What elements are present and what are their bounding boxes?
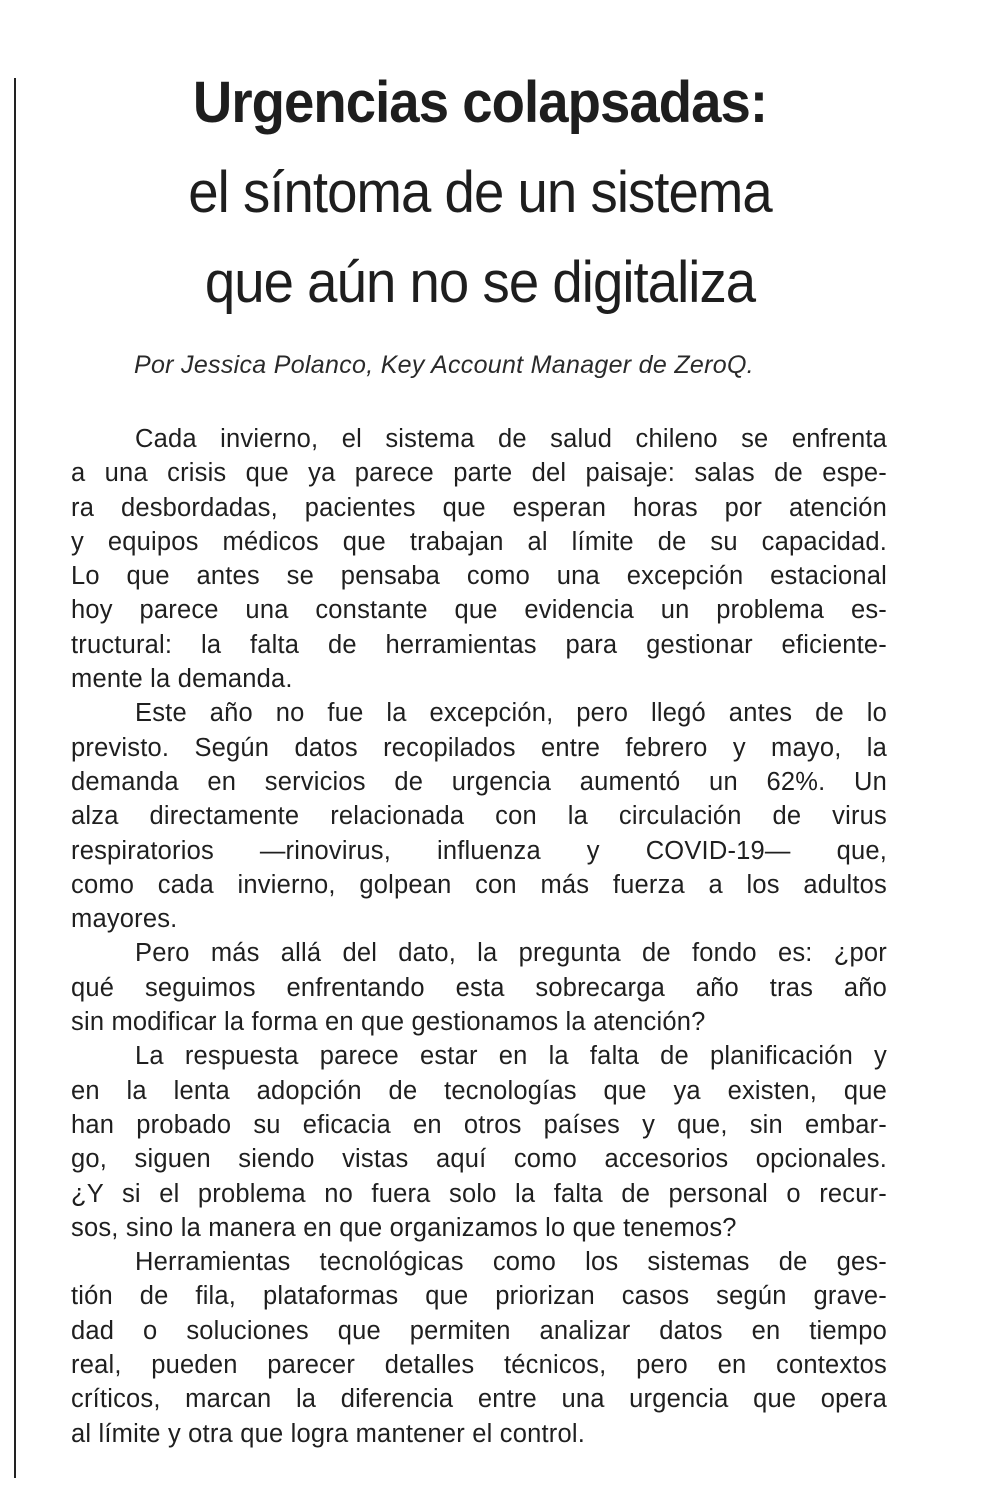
- body-line: mente la demanda.: [71, 665, 293, 694]
- body-line: Este año no fue la excepción, pero llegó antes de lo: [135, 699, 887, 728]
- body-line: críticos, marcan la diferencia entre una urgencia que opera: [71, 1385, 887, 1414]
- body-line: hoy parece una constante que evidencia un problema es-: [71, 596, 887, 625]
- body-line: Pero más allá del dato, la pregunta de fondo es: ¿por: [135, 939, 887, 968]
- headline-line-1: Urgencias colapsadas:: [192, 70, 768, 135]
- body-line: alza directamente relacionada con la circulación de virus: [71, 802, 887, 831]
- body-line: dad o soluciones que permiten analizar datos en tiempo: [71, 1316, 887, 1345]
- body-line: tructural: la falta de herramientas para gestionar eficiente-: [71, 630, 887, 659]
- headline-line-2: el síntoma de un sistema: [188, 160, 772, 225]
- body-line: real, pueden parecer detalles técnicos, pero en contextos: [71, 1351, 887, 1380]
- body-line: ra desbordadas, pacientes que esperan horas por atención: [71, 493, 887, 522]
- headline: [80, 58, 880, 328]
- paragraph-3: [71, 936, 887, 1039]
- paragraph-1: [71, 422, 887, 696]
- body-line: Cada invierno, el sistema de salud chileno se enfrenta: [135, 425, 887, 453]
- body-line: y equipos médicos que trabajan al límite de su capacidad.: [71, 527, 887, 556]
- body-line: ¿Y si el problema no fuera solo la falta de personal o recur-: [71, 1179, 887, 1208]
- body-line: como cada invierno, golpean con más fuerza a los adultos: [71, 870, 887, 899]
- body-line: La respuesta parece estar en la falta de planificación y: [135, 1042, 887, 1071]
- headline-line-3: que aún no se digitaliza: [204, 250, 756, 315]
- paragraph-2: [71, 696, 887, 936]
- paragraph-5: [71, 1245, 887, 1451]
- body-line: previsto. Según datos recopilados entre febrero y mayo, la: [71, 733, 887, 762]
- body-line: qué seguimos enfrentando esta sobrecarga año tras año: [71, 973, 887, 1002]
- paragraph-4: [71, 1039, 887, 1245]
- article-body: [71, 422, 887, 1451]
- body-line: demanda en servicios de urgencia aumentó un 62%. Un: [71, 767, 887, 796]
- body-line: sin modificar la forma en que gestionamos la atención?: [71, 1008, 706, 1037]
- body-line: respiratorios —rinovirus, influenza y COVID-19— que,: [71, 836, 887, 865]
- body-line: mayores.: [71, 905, 178, 934]
- body-line: go, siguen siendo vistas aquí como accesorios opcionales.: [71, 1145, 887, 1174]
- body-line: al límite y otra que logra mantener el control.: [71, 1419, 585, 1448]
- body-line: han probado su eficacia en otros países y que, sin embar-: [71, 1110, 887, 1139]
- body-line: tión de fila, plataformas que priorizan casos según grave-: [71, 1282, 887, 1311]
- body-line: en la lenta adopción de tecnologías que ya existen, que: [71, 1076, 887, 1105]
- body-line: sos, sino la manera en que organizamos lo que tenemos?: [71, 1213, 737, 1242]
- byline: Por Jessica Polanco, Key Account Manager de ZeroQ.: [134, 351, 754, 379]
- body-line: a una crisis que ya parece parte del paisaje: salas de espe-: [71, 459, 887, 488]
- body-line: Lo que antes se pensaba como una excepción estacional: [71, 562, 887, 591]
- column-rule: [14, 78, 16, 1478]
- body-line: Herramientas tecnológicas como los sistemas de ges-: [135, 1248, 887, 1277]
